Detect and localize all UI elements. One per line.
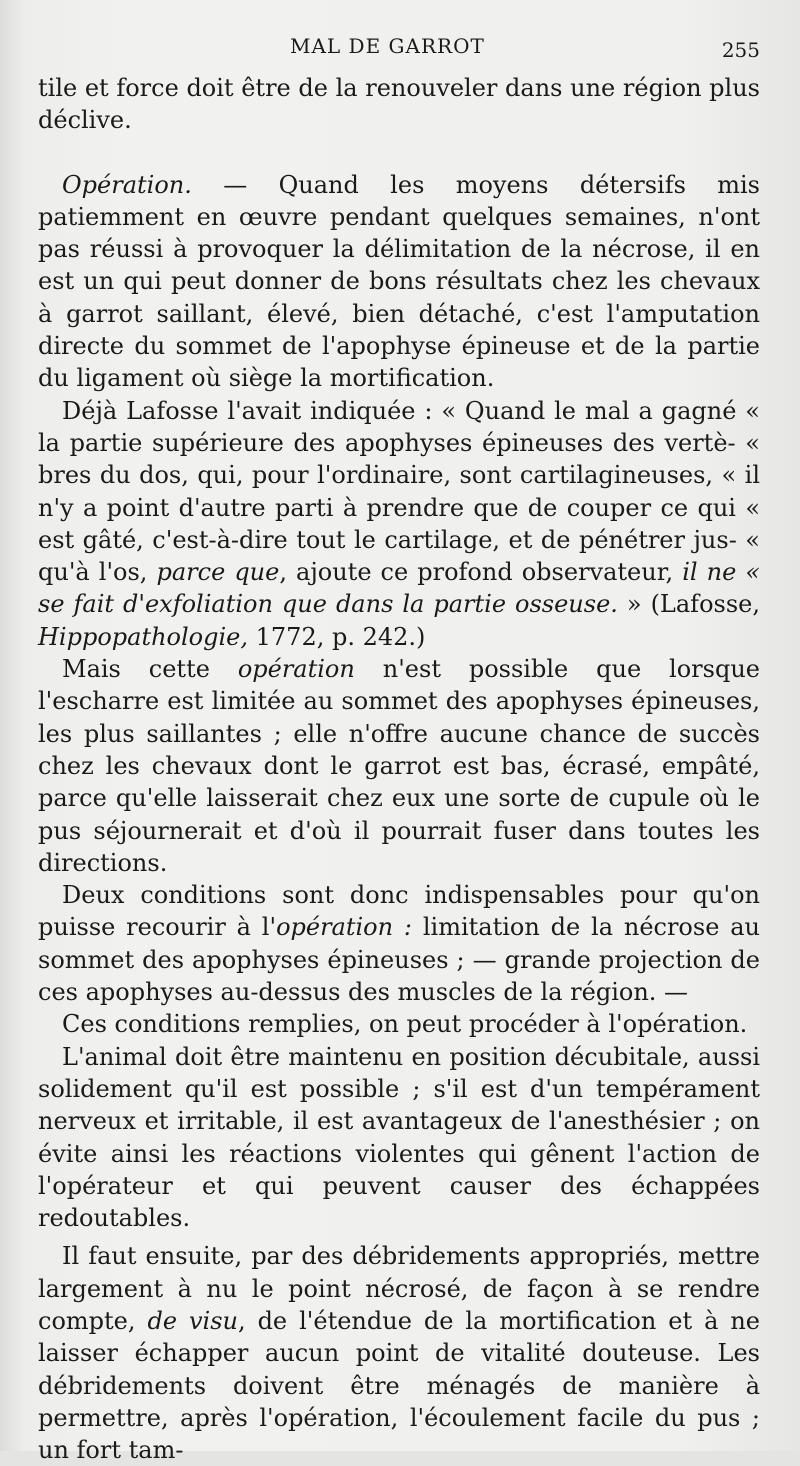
paragraph-6: Ces conditions remplies, on peut procéder à l'opération. [62,1010,748,1039]
book-title: Hippopathologie, [38,622,248,651]
quote-text-b: , ajoute ce profond observateur, [279,558,683,587]
paragraph-2-text: — Quand les moyens détersifs mis patiemment en œuvre pendant quelques semaines, n'ont pas réussi à provoquer la délimitation de la nécrose, il en est un qui peut donner de bons résultats chez les chevaux à garrot saillant, élevé, bien détaché, c'est l'amputation directe du sommet de l'apophyse épineuse et de la partie du ligament où siège la mortification. [38,170,760,393]
body-text [38,72,760,1466]
paragraph-8-italic: de visu [147,1306,238,1335]
paragraph-4-italic: opération [237,655,355,684]
running-head: MAL DE GARROT [290,34,485,58]
paragraph-5-b: limitation de la nécrose au sommet des apophyses épineuses ; — grande projection de ces apophyses au-dessus des muscles de la région. — [38,913,760,1007]
paragraph-5-italic: opération : [276,913,413,942]
paragraph-4 [38,653,760,879]
paragraph-5-a: Deux conditions sont donc indispensables pour qu'on puisse recourir à l' [38,881,760,942]
page-number: 255 [721,38,760,62]
citation: 1772, p. 242.) [248,622,426,651]
paragraph-7: L'animal doit être maintenu en position décubitale, aussi solidement qu'il est possible ; s'il est d'un tempérament nerveux et irritable, il est avantageux de l'anesthésier ; on évite ainsi les réactions violentes qui gênent l'action de l'opérateur et qui peuvent causer des échappées redoutables. [38,1042,760,1233]
paragraph-2 [38,169,760,395]
paragraph-3 [38,395,760,653]
paragraph-4-b: n'est possible que lorsque l'escharre est limitée au sommet des apophyses épineuses, les plus saillantes ; elle n'offre aucune chance de succès chez les chevaux dont le garrot est bas, écrasé, empâté, parce qu'elle laisserait chez eux une sorte de cupule où le pus séjournerait et d'où il pourrait fuser dans toutes les directions. [38,655,760,877]
quote-text-a: Déjà Lafosse l'avait indiquée : « Quand le mal a gagné « la partie supérieure des apophyses épineuses des vertè- « bres du dos, qui, pour l'ordinaire, sont cartilagineuses, « il n'y a point d'autre parti à prendre que de couper ce qui « est gâté, c'est-à-dire tout le cartilage, et de pénétrer jus- « qu'à l'os, [38,396,760,587]
paragraph-1: tile et force doit être de la renouveler dans une région plus déclive. [38,74,760,135]
section-lead: Opération. [62,170,192,199]
paragraph-8-b: , de l'étendue de la mortification et à ne laisser échapper aucun point de vitalité douteuse. Les débridements doivent être ménagés de manière à permettre, après l'opération, l'écoulement facile du pus ; un fort tam- [38,1306,760,1465]
paragraph-8-a: Il faut ensuite, par des débridements appropriés, mettre largement à nu le point nécrosé, de façon à se rendre compte, [38,1242,760,1335]
paragraph-4-a: Mais cette [62,655,238,684]
quote-italic-b: il ne « se fait d'exfoliation que dans la partie osseuse. [38,558,760,619]
paragraph-8 [38,1240,760,1466]
quote-italic-a: parce que [156,558,280,587]
page-header [0,30,800,64]
paragraph-5 [38,879,760,1008]
quote-text-c: » (Lafosse, [617,590,760,619]
